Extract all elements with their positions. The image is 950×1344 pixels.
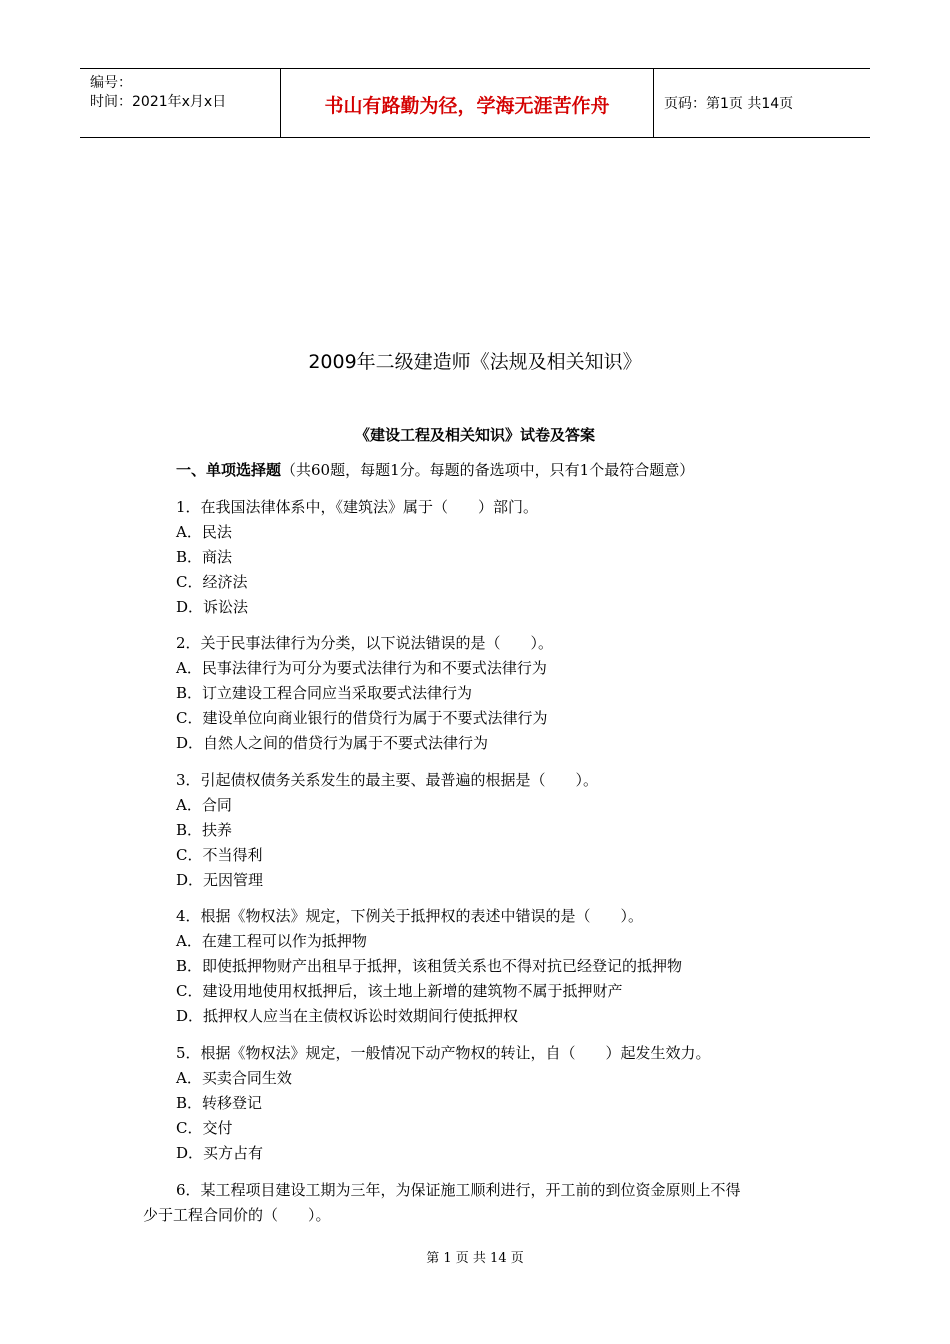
section-heading (176, 459, 694, 480)
section-heading-bold: 一、单项选择题 (176, 461, 282, 479)
option: A．在建工程可以作为抵押物 (176, 932, 367, 950)
header-meta-cell (80, 69, 281, 137)
option: A．民事法律行为可分为要式法律行为和不要式法律行为 (176, 659, 547, 677)
option: C．建设用地使用权抵押后，该土地上新增的建筑物不属于抵押财产 (176, 982, 623, 1000)
question-stem-continuation: 少于工程合同价的（ ）。 (143, 1206, 331, 1224)
question-stem: 2．关于民事法律行为分类，以下说法错误的是（ ）。 (176, 634, 554, 652)
number-label: 编号： (90, 75, 132, 91)
option: A．买卖合同生效 (176, 1069, 292, 1087)
page-footer: 第 1 页 共 14 页 (426, 1251, 524, 1266)
question-stem: 5．根据《物权法》规定，一般情况下动产物权的转让，自（ ）起发生效力。 (176, 1044, 711, 1062)
option: A．合同 (176, 796, 232, 814)
section-note: （共60题，每题1分。每题的备选项中，只有1个最符合题意） (281, 461, 695, 479)
option: C．交付 (176, 1119, 233, 1137)
option: D．自然人之间的借贷行为属于不要式法律行为 (176, 734, 489, 752)
document-subtitle: 《建设工程及相关知识》试卷及答案 (354, 426, 595, 444)
option: B．即使抵押物财产出租早于抵押，该租赁关系也不得对抗已经登记的抵押物 (176, 957, 683, 975)
option: D．诉讼法 (176, 598, 249, 616)
time-label: 时间：2021年x月x日 (90, 94, 227, 110)
page-header (80, 68, 870, 138)
option: D．抵押权人应当在主债权诉讼时效期间行使抵押权 (176, 1007, 519, 1025)
option: B．商法 (176, 548, 233, 566)
document-title: 2009年二级建造师《法规及相关知识》 (308, 351, 642, 373)
question-stem: 6．某工程项目建设工期为三年，为保证施工顺利进行，开工前的到位资金原则上不得 (176, 1181, 741, 1199)
question-stem: 4．根据《物权法》规定，下例关于抵押权的表述中错误的是（ ）。 (176, 907, 644, 925)
option: B．订立建设工程合同应当采取要式法律行为 (176, 684, 473, 702)
question-stem: 1．在我国法律体系中，《建筑法》属于（ ）部门。 (176, 498, 539, 516)
option: A．民法 (176, 523, 232, 541)
option: B．转移登记 (176, 1094, 263, 1112)
option: D．买方占有 (176, 1144, 264, 1162)
motto-text: 书山有路勤为径，学海无涯苦作舟 (324, 95, 610, 117)
question-stem: 3．引起债权债务关系发生的最主要、最普遍的根据是（ ）。 (176, 771, 599, 789)
option: B．扶养 (176, 821, 233, 839)
option: C．建设单位向商业银行的借贷行为属于不要式法律行为 (176, 709, 548, 727)
option: C．经济法 (176, 573, 248, 591)
header-motto-cell (281, 69, 654, 137)
page-info: 页码：第1页 共14页 (664, 96, 794, 112)
option: C．不当得利 (176, 846, 263, 864)
option: D．无因管理 (176, 871, 264, 889)
